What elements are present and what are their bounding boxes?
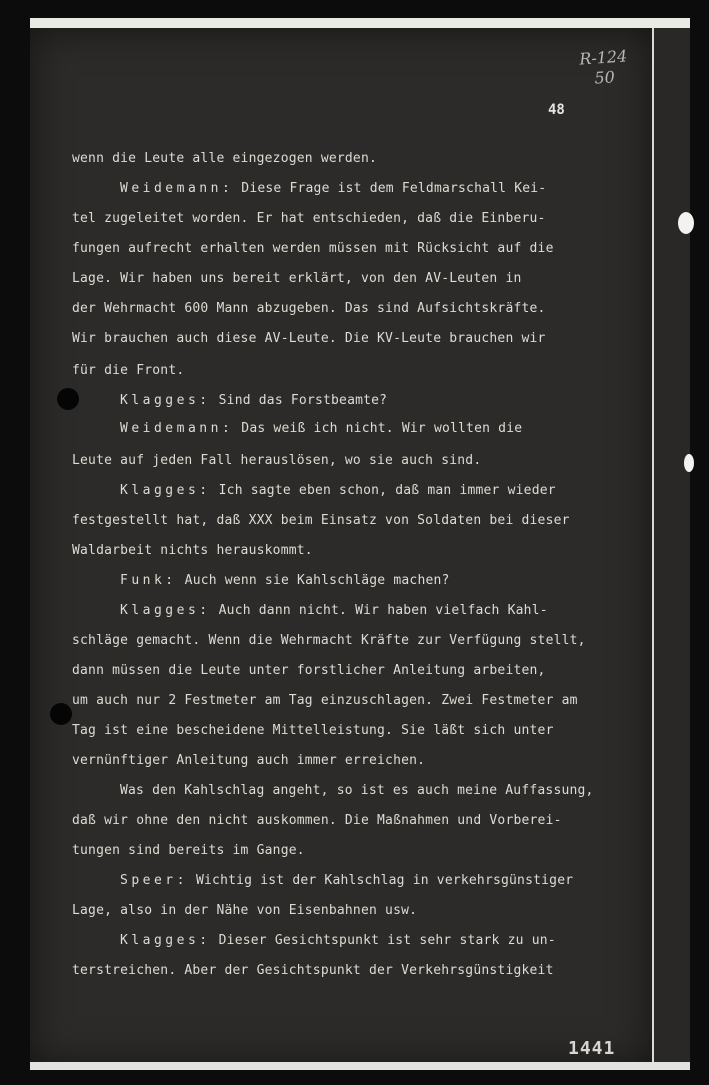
speaker-name: Klagges: — [120, 483, 211, 498]
archive-mark-line: R-124 — [578, 46, 628, 69]
speaker-name: Funk: — [120, 573, 177, 588]
line-text: Sind das Forstbeamte? — [210, 393, 388, 408]
transcript-line — [72, 512, 644, 530]
line-text: schläge gemacht. Wenn die Wehrmacht Kräfte zur Verfügung stellt, — [72, 633, 586, 648]
line-text: terstreichen. Aber der Gesichtspunkt der Verkehrsgünstigkeit — [72, 963, 554, 978]
transcript-line — [72, 300, 644, 318]
line-text: Waldarbeit nichts herauskommt. — [72, 543, 313, 558]
line-text: tel zugeleitet worden. Er hat entschieden, daß die Einberu- — [72, 211, 546, 226]
transcript-line — [72, 692, 644, 710]
line-text: daß wir ohne den nicht auskommen. Die Maßnahmen und Vorberei- — [72, 813, 562, 828]
line-text: um auch nur 2 Festmeter am Tag einzuschlagen. Zwei Festmeter am — [72, 693, 578, 708]
transcript-line — [72, 210, 644, 228]
transcript-line — [72, 842, 644, 860]
transcript-line — [72, 270, 644, 288]
line-text: Auch dann nicht. Wir haben vielfach Kahl- — [210, 603, 548, 618]
line-text: Lage, also in der Nähe von Eisenbahnen usw. — [72, 903, 418, 918]
transcript-line — [72, 150, 644, 168]
speaker-name: Klagges: — [120, 603, 211, 618]
transcript-line — [72, 752, 644, 770]
transcript-line — [72, 452, 644, 470]
line-text: tungen sind bereits im Gange. — [72, 843, 305, 858]
folio-stamp: 1441 — [568, 1038, 616, 1059]
line-text: wenn die Leute alle eingezogen werden. — [72, 151, 378, 166]
speaker-name: Klagges: — [120, 393, 211, 408]
line-text: Auch wenn sie Kahlschläge machen? — [176, 573, 450, 588]
line-text: Diese Frage ist dem Feldmarschall Kei- — [233, 181, 547, 196]
line-text: dann müssen die Leute unter forstlicher Anleitung arbeiten, — [72, 663, 546, 678]
line-text: Was den Kahlschlag angeht, so ist es auch meine Auffassung, — [120, 783, 594, 798]
transcript-line — [72, 722, 644, 740]
transcript-line — [72, 542, 644, 560]
speaker-name: Weidemann: — [120, 421, 234, 436]
transcript-line — [72, 482, 692, 500]
line-text: für die Front. — [72, 363, 185, 378]
punch-hole — [50, 703, 72, 725]
line-text: Dieser Gesichtspunkt ist sehr stark zu un- — [210, 933, 556, 948]
transcript-line — [72, 392, 692, 410]
line-text: fungen aufrecht erhalten werden müssen mit Rücksicht auf die — [72, 241, 554, 256]
line-text: festgestellt hat, daß XXX beim Einsatz von Soldaten bei dieser — [72, 513, 570, 528]
transcript-line — [72, 330, 644, 348]
speaker-name: Klagges: — [120, 933, 211, 948]
line-text: Lage. Wir haben uns bereit erklärt, von den AV-Leuten in — [72, 271, 522, 286]
speaker-name: Speer: — [120, 873, 188, 888]
page-number: 48 — [548, 102, 565, 118]
page-bottom-edge — [30, 1062, 690, 1070]
transcript-line — [72, 932, 692, 950]
line-text: Das weiß ich nicht. Wir wollten die — [233, 421, 523, 436]
transcript-line — [72, 662, 644, 680]
transcript-line — [72, 632, 644, 650]
speaker-name: Weidemann: — [120, 181, 234, 196]
transcript-line — [72, 180, 692, 198]
line-text: Wir brauchen auch diese AV-Leute. Die KV-Leute brauchen wir — [72, 331, 546, 346]
transcript-line — [72, 572, 692, 590]
line-text: vernünftiger Anleitung auch immer erreichen. — [72, 753, 426, 768]
transcript-line — [72, 362, 644, 380]
punch-hole — [678, 212, 694, 234]
archive-mark — [573, 46, 636, 90]
line-text: Wichtig ist der Kahlschlag in verkehrsgünstiger — [187, 873, 574, 888]
transcript-line — [72, 602, 692, 620]
transcript-line — [72, 812, 644, 830]
transcript-line — [72, 240, 644, 258]
transcript-line — [72, 782, 692, 800]
punch-hole — [684, 454, 694, 472]
line-text: Leute auf jeden Fall herauslösen, wo sie auch sind. — [72, 453, 482, 468]
line-text: Ich sagte eben schon, daß man immer wieder — [210, 483, 556, 498]
transcript-line — [72, 902, 644, 920]
transcript-line — [72, 872, 692, 890]
line-text: der Wehrmacht 600 Mann abzugeben. Das sind Aufsichtskräfte. — [72, 301, 546, 316]
transcript-line — [72, 962, 644, 980]
transcript-line — [72, 420, 692, 438]
archive-mark-line: 50 — [593, 67, 616, 88]
line-text: Tag ist eine bescheidene Mittelleistung. Sie läßt sich unter — [72, 723, 554, 738]
